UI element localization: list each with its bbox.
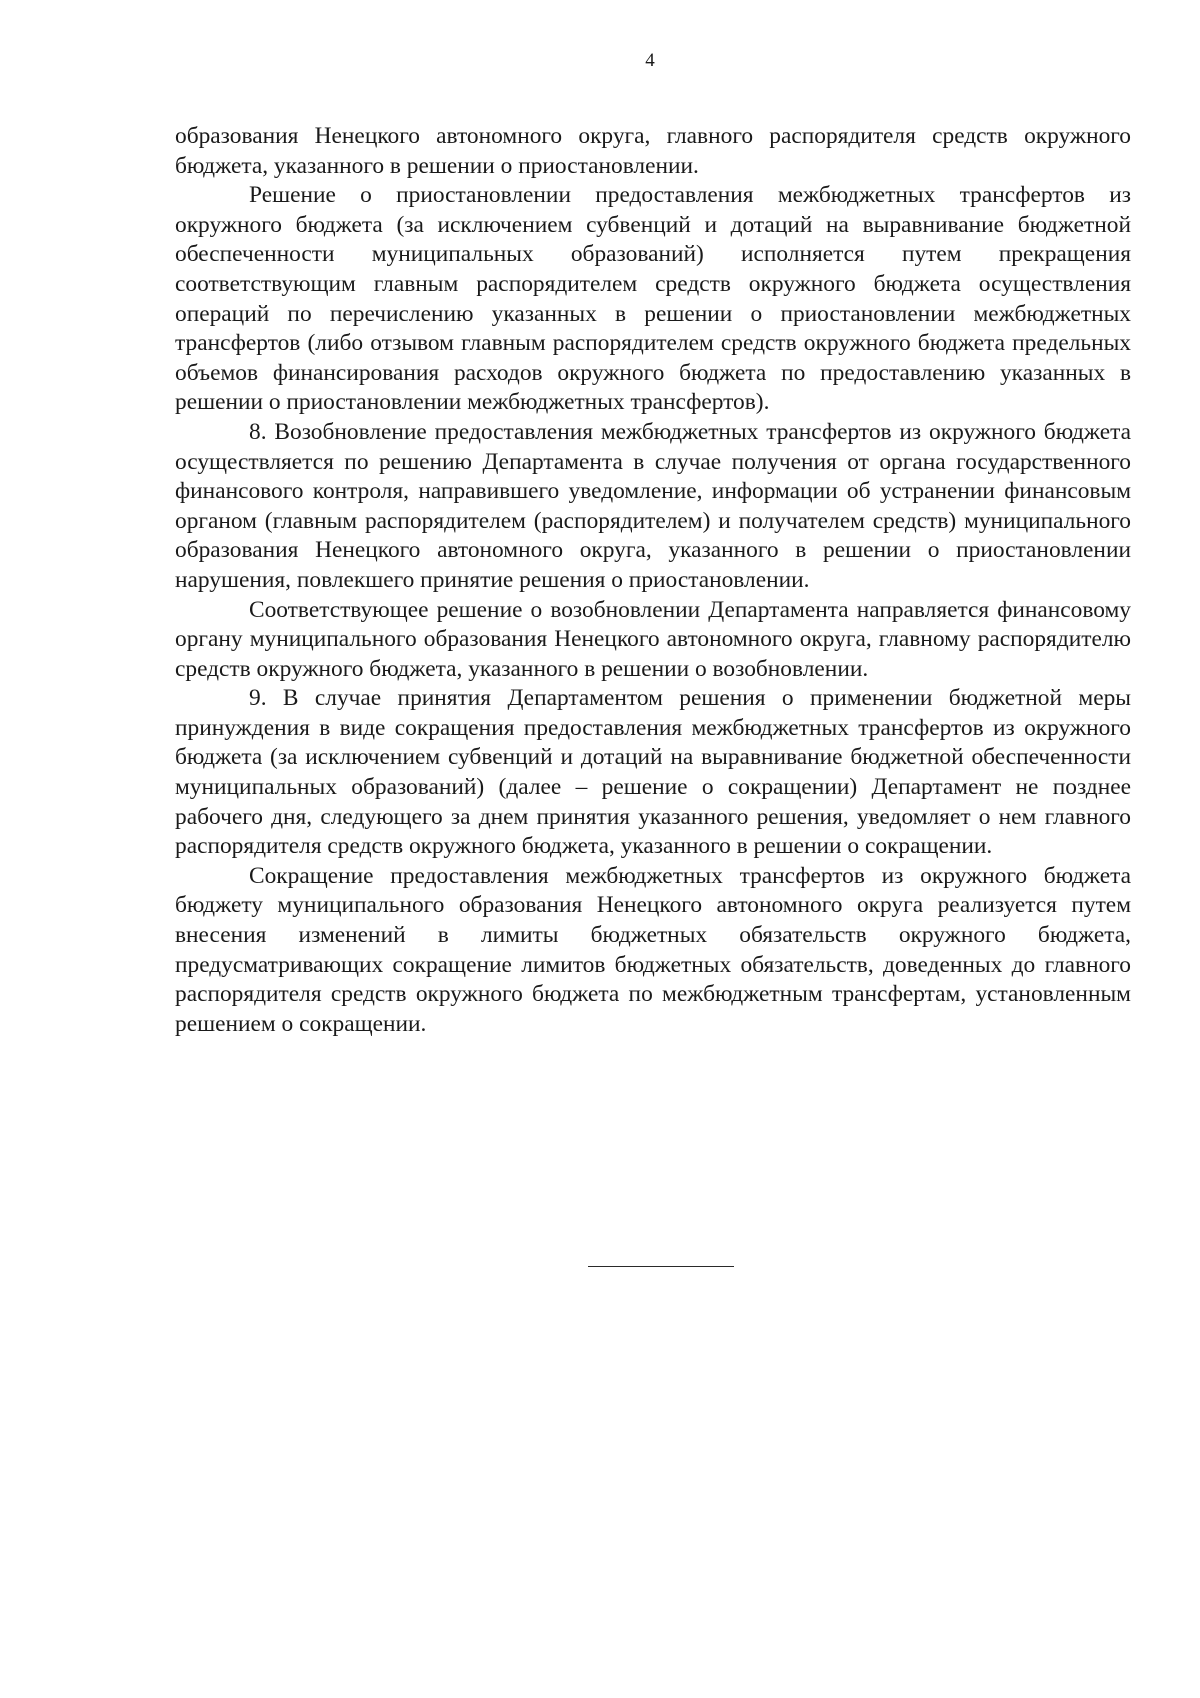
paragraph-continuation: образования Ненецкого автономного округа, главного распорядителя средств окружного бюджета, указанного в решении о приостановлении. (175, 123, 1131, 179)
paragraph-item-9-reduction: 9. В случае принятия Департаментом решения о применении бюджетной меры принуждения в виде сокращения предоставления межбюджетных трансфертов из окружного бюджета (за исключением субвенций и дотаций на выравнивание бюджетной обеспеченности муниципальных образований) (далее – решение о сокращении) Департамент не позднее рабочего дня, следующего за днем принятия указанного решения, уведомляет о нем главного распорядителя средств окружного бюджета, указанного в решении о сокращении. (175, 685, 1131, 860)
paragraph-suspension-decision: Решение о приостановлении предоставления межбюджетных трансфертов из окружного бюджета (за исключением субвенций и дотаций на выравнивание бюджетной обеспеченности муниципальных образований) исполняется путем прекращения соответствующим главным распорядителем средств окружного бюджета осуществления операций по перечислению указанных в решении о приостановлении межбюджетных трансфертов (либо отзывом главным распорядителем средств окружного бюджета предельных объемов финансирования расходов окружного бюджета по предоставлению указанных в решении о приостановлении межбюджетных трансфертов). (175, 182, 1131, 416)
closing-divider (588, 1266, 734, 1267)
page-number: 4 (645, 50, 655, 71)
paragraph-resumption-decision: Соответствующее решение о возобновлении Департамента направляется финансовому органу муниципального образования Ненецкого автономного округа, главному распорядителю средств окружного бюджета, указанного в решении о возобновлении. (175, 596, 1131, 682)
paragraph-item-8-resumption: 8. Возобновление предоставления межбюджетных трансфертов из окружного бюджета осуществляется по решению Департамента в случае получения от органа государственного финансового контроля, направившего уведомление, информации об устранении финансовым органом (главным распорядителем (распорядителем) и получателем средств) муниципального образования Ненецкого автономного округа, указанного в решении о приостановлении нарушения, повлекшего принятие решения о приостановлении. (175, 418, 1131, 593)
document-body (175, 122, 1131, 1039)
paragraph-reduction-implementation: Сокращение предоставления межбюджетных трансфертов из окружного бюджета бюджету муниципального образования Ненецкого автономного округа реализуется путем внесения изменений в лимиты бюджетных обязательств окружного бюджета, предусматривающих сокращение лимитов бюджетных обязательств, доведенных до главного распорядителя средств окружного бюджета по межбюджетным трансфертам, установленным решением о сокращении. (175, 862, 1131, 1037)
